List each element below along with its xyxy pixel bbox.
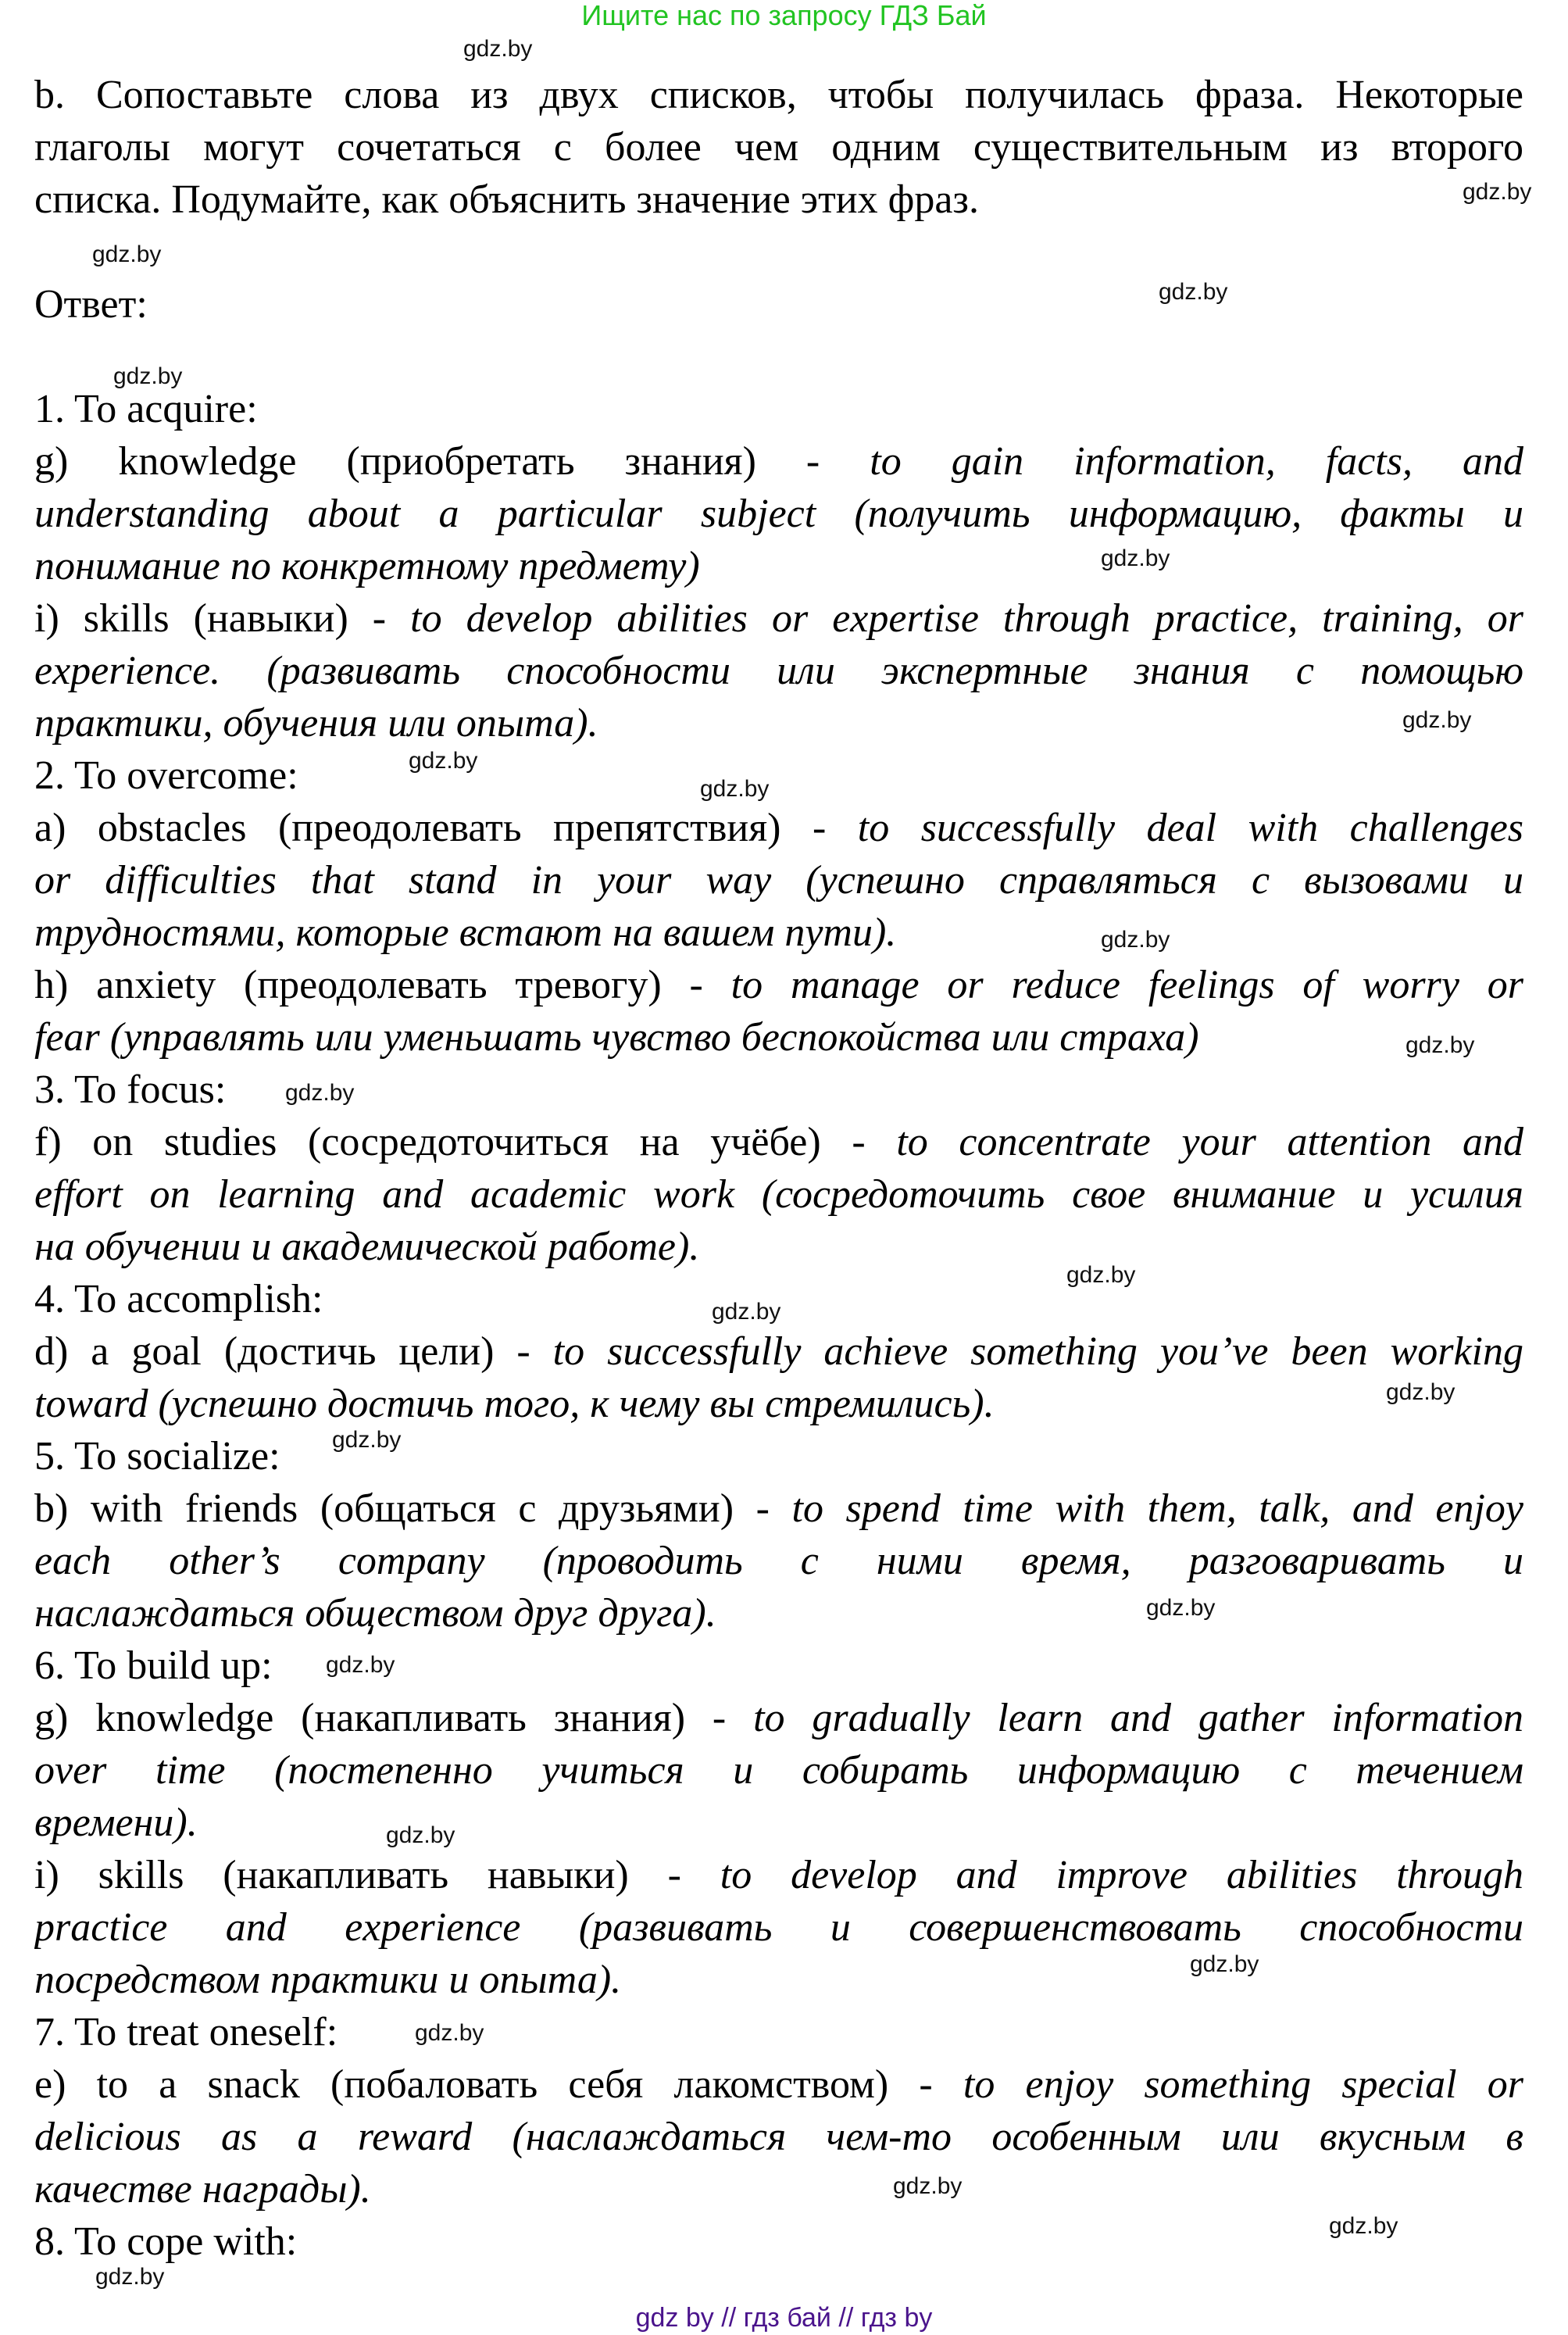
text-line (34, 749, 1523, 802)
text-line (34, 2006, 1523, 2058)
text-line (34, 226, 1523, 278)
text-line (34, 1954, 1523, 2006)
definition-text: трудностями, которые встают на вашем пути). (34, 910, 897, 955)
text-line (34, 2058, 1523, 2111)
search-banner: Ищите нас по запросу ГДЗ Бай (581, 0, 987, 31)
definition-text: посредством практики и опыта). (34, 1958, 622, 2002)
term-text: b) with friends (общаться с друзьями) - (34, 1486, 792, 1531)
definition-text: наслаждаться обществом друг друга). (34, 1591, 716, 1636)
watermark: gdz.by (1405, 1032, 1475, 1058)
watermark: gdz.by (1066, 1262, 1136, 1288)
text-line (34, 1797, 1523, 1849)
text-line (34, 2163, 1523, 2215)
text-line (34, 69, 1523, 121)
watermark: gdz.by (712, 1299, 781, 1325)
text-line (34, 331, 1523, 383)
watermark: gdz.by (1101, 545, 1170, 571)
text-line (34, 906, 1523, 959)
term-text: h) anxiety (преодолевать тревогу) - (34, 963, 731, 1007)
text-line (34, 1378, 1523, 1430)
watermark: gdz.by (1463, 179, 1532, 205)
watermark: gdz.by (285, 1080, 355, 1106)
definition-text: to gradually learn and gather information (753, 1696, 1523, 1740)
text-line (34, 1430, 1523, 1482)
term-text: глаголы могут сочетаться с более чем одним существительным из второго (34, 125, 1523, 170)
definition-text: understanding about a particular subject (получить информацию, факты и (34, 492, 1523, 536)
text-line (34, 1482, 1523, 1535)
watermark: gdz.by (1329, 2213, 1398, 2239)
definition-text: practice and experience (развивать и совершенствовать способности (34, 1905, 1523, 1950)
definition-text: to spend time with them, talk, and enjoy (791, 1486, 1523, 1531)
watermark: gdz.by (1146, 1595, 1216, 1621)
text-line (34, 1744, 1523, 1797)
term-text: 8. To cope with: (34, 2219, 298, 2264)
term-text: 7. To treat oneself: (34, 2010, 338, 2054)
watermark: gdz.by (1101, 927, 1170, 953)
text-line (34, 1011, 1523, 1064)
term-text: 3. To focus: (34, 1067, 227, 1112)
definition-text: на обучении и академической работе). (34, 1225, 700, 1269)
term-text: списка. Подумайте, как объяснить значение этих фраз. (34, 177, 979, 222)
text-line (34, 1325, 1523, 1378)
definition-text: практики, обучения или опыта). (34, 701, 598, 746)
term-text: g) knowledge (приобретать знания) - (34, 439, 870, 484)
term-text: i) skills (навыки) - (34, 596, 411, 641)
definition-text: toward (успешно достичь того, к чему вы стремились). (34, 1382, 995, 1426)
watermark: gdz.by (1386, 1379, 1455, 1405)
answer-document (34, 69, 1523, 2268)
text-line (34, 1064, 1523, 1116)
definition-text: to enjoy something special or (963, 2062, 1523, 2107)
definition-text: to concentrate your attention and (896, 1120, 1523, 1164)
term-text: b. Сопоставьте слова из двух списков, чтобы получилась фраза. Некоторые (34, 73, 1523, 117)
watermark: gdz.by (409, 748, 478, 774)
footer-links[interactable]: gdz by // гдз бай // гдз by (635, 2303, 933, 2333)
definition-text: to manage or reduce feelings of worry or (730, 963, 1523, 1007)
watermark: gdz.by (700, 776, 770, 802)
text-line (34, 1535, 1523, 1587)
definition-text: or difficulties that stand in your way (успешно справляться с вызовами и (34, 858, 1523, 903)
text-line (34, 540, 1523, 592)
definition-text: delicious as a reward (наслаждаться чем-то особенным или вкусным в (34, 2115, 1523, 2159)
term-text: 2. To overcome: (34, 753, 298, 798)
definition-text: fear (управлять или уменьшать чувство беспокойства или страха) (34, 1015, 1199, 1060)
term-text: d) a goal (достичь цели) - (34, 1329, 553, 1374)
text-line (34, 697, 1523, 749)
watermark: gdz.by (463, 36, 533, 62)
text-line (34, 1640, 1523, 1692)
definition-text: to successfully achieve something you’ve been working (552, 1329, 1523, 1374)
text-line (34, 592, 1523, 645)
text-line (34, 1587, 1523, 1640)
text-line (34, 1221, 1523, 1273)
definition-text: to successfully deal with challenges (857, 806, 1523, 850)
text-line (34, 488, 1523, 540)
text-line (34, 1901, 1523, 1954)
definition-text: to gain information, facts, and (870, 439, 1523, 484)
watermark: gdz.by (113, 363, 183, 389)
term-text: e) to a snack (побаловать себя лакомством) - (34, 2062, 963, 2107)
watermark: gdz.by (92, 241, 162, 267)
watermark: gdz.by (415, 2020, 484, 2046)
text-line (34, 435, 1523, 488)
watermark: gdz.by (95, 2264, 165, 2290)
definition-text: понимание по конкретному предмету) (34, 544, 700, 588)
definition-text: to develop and improve abilities through (720, 1853, 1523, 1897)
text-line (34, 802, 1523, 854)
definition-text: времени). (34, 1800, 198, 1845)
text-line (34, 1168, 1523, 1221)
text-line (34, 2215, 1523, 2268)
watermark: gdz.by (1190, 1951, 1259, 1977)
text-line (34, 2111, 1523, 2163)
watermark: gdz.by (1402, 707, 1472, 733)
definition-text: experience. (развивать способности или экспертные знания с помощью (34, 649, 1523, 693)
text-line (34, 1849, 1523, 1901)
definition-text: effort on learning and academic work (сосредоточить свое внимание и усилия (34, 1172, 1523, 1217)
text-line (34, 173, 1523, 226)
watermark: gdz.by (1159, 279, 1228, 305)
text-line (34, 121, 1523, 173)
text-line (34, 278, 1523, 331)
term-text: f) on studies (сосредоточиться на учёбе) - (34, 1120, 897, 1164)
definition-text: качестве награды). (34, 2167, 371, 2212)
term-text: 5. To socialize: (34, 1434, 280, 1479)
watermark: gdz.by (332, 1427, 402, 1453)
term-text: 6. To build up: (34, 1643, 273, 1688)
term-text: 4. To accomplish: (34, 1277, 323, 1321)
term-text: 1. To acquire: (34, 387, 258, 431)
term-text: i) skills (накапливать навыки) - (34, 1853, 720, 1897)
text-line (34, 645, 1523, 697)
text-line (34, 383, 1523, 435)
text-line (34, 1116, 1523, 1168)
text-line (34, 854, 1523, 906)
term-text: Ответ: (34, 282, 148, 327)
term-text: g) knowledge (накапливать знания) - (34, 1696, 754, 1740)
watermark: gdz.by (386, 1822, 455, 1848)
definition-text: to develop abilities or expertise through practice, training, or (410, 596, 1523, 641)
watermark: gdz.by (326, 1652, 395, 1678)
term-text: a) obstacles (преодолевать препятствия) - (34, 806, 858, 850)
text-line (34, 1692, 1523, 1744)
watermark: gdz.by (893, 2173, 963, 2199)
definition-text: each other’s company (проводить с ними время, разговаривать и (34, 1539, 1523, 1583)
definition-text: over time (постепенно учиться и собирать информацию с течением (34, 1748, 1523, 1793)
text-line (34, 959, 1523, 1011)
